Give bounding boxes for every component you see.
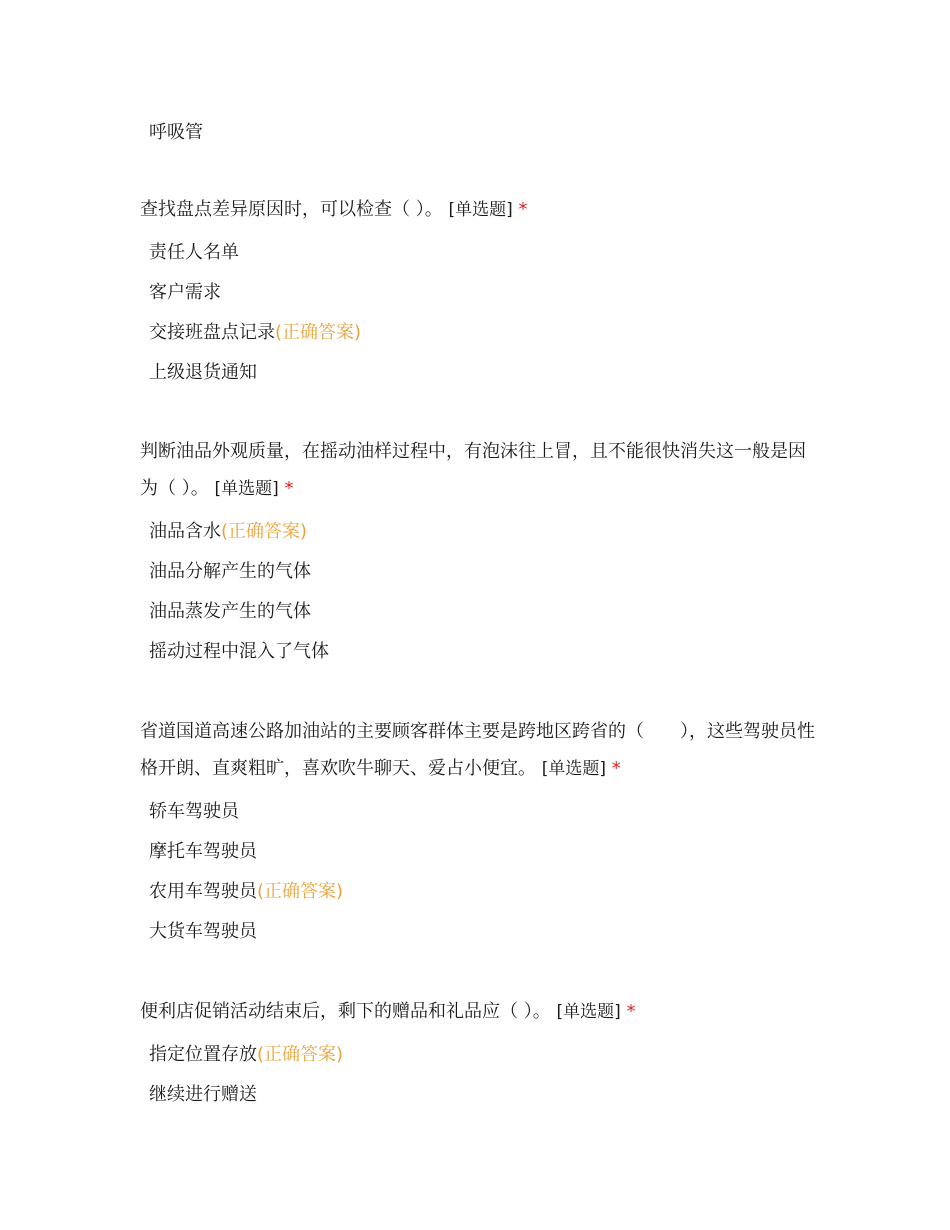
option-item[interactable]: 油品含水(正确答案) <box>149 521 308 542</box>
option-item[interactable]: 指定位置存放(正确答案) <box>149 1044 344 1065</box>
option-item[interactable]: 摇动过程中混入了气体 <box>149 641 329 662</box>
option-item[interactable]: 轿车驾驶员 <box>149 801 239 822</box>
question-text: 查找盘点差异原因时，可以检查（ ）。 [单选题] * <box>140 199 528 220</box>
question-3 <box>140 713 820 952</box>
question-4 <box>140 993 820 1115</box>
question-1 <box>140 191 820 393</box>
question-text: 便利店促销活动结束后，剩下的赠品和礼品应（ ）。 [单选题] * <box>140 1001 636 1022</box>
question-type-tag: [单选题] <box>556 1002 621 1022</box>
option-item[interactable]: 继续进行赠送 <box>149 1084 257 1105</box>
option-item[interactable]: 交接班盘点记录(正确答案) <box>149 322 362 343</box>
required-mark: * <box>518 199 528 220</box>
correct-answer-tag: (正确答案) <box>221 521 308 542</box>
option-list <box>140 1035 820 1115</box>
option-label: 呼吸管 <box>149 122 203 143</box>
option-item[interactable]: 摩托车驾驶员 <box>149 841 257 862</box>
option-item[interactable]: 上级退货通知 <box>149 362 257 383</box>
question-type-tag: [单选题] <box>214 479 279 499</box>
option-item[interactable]: 大货车驾驶员 <box>149 921 257 942</box>
correct-answer-tag: (正确答案) <box>275 322 362 343</box>
question-type-tag: [单选题] <box>448 200 513 220</box>
option-list <box>140 233 820 393</box>
option-item[interactable]: 农用车驾驶员(正确答案) <box>149 881 344 902</box>
option-item[interactable]: 客户需求 <box>149 282 221 303</box>
required-mark: * <box>284 478 294 499</box>
question-type-tag: [单选题] <box>541 759 606 779</box>
option-list <box>140 512 820 672</box>
option-item[interactable]: 油品蒸发产生的气体 <box>149 601 311 622</box>
question-text: 判断油品外观质量，在摇动油样过程中，有泡沫往上冒，且不能很快消失这一般是因为（ ）。 [单选题] * <box>140 441 806 499</box>
question-text: 省道国道高速公路加油站的主要顾客群体主要是跨地区跨省的（ ），这些驾驶员性格开朗、直爽粗旷，喜欢吹牛聊天、爱占小便宜。 [单选题] * <box>140 721 815 779</box>
required-mark: * <box>626 1001 636 1022</box>
option-item[interactable]: 油品分解产生的气体 <box>149 561 311 582</box>
option-item[interactable]: 责任人名单 <box>149 242 239 263</box>
question-2 <box>140 433 820 672</box>
correct-answer-tag: (正确答案) <box>257 881 344 902</box>
option-list <box>140 792 820 952</box>
correct-answer-tag: (正确答案) <box>257 1044 344 1065</box>
required-mark: * <box>611 758 621 779</box>
